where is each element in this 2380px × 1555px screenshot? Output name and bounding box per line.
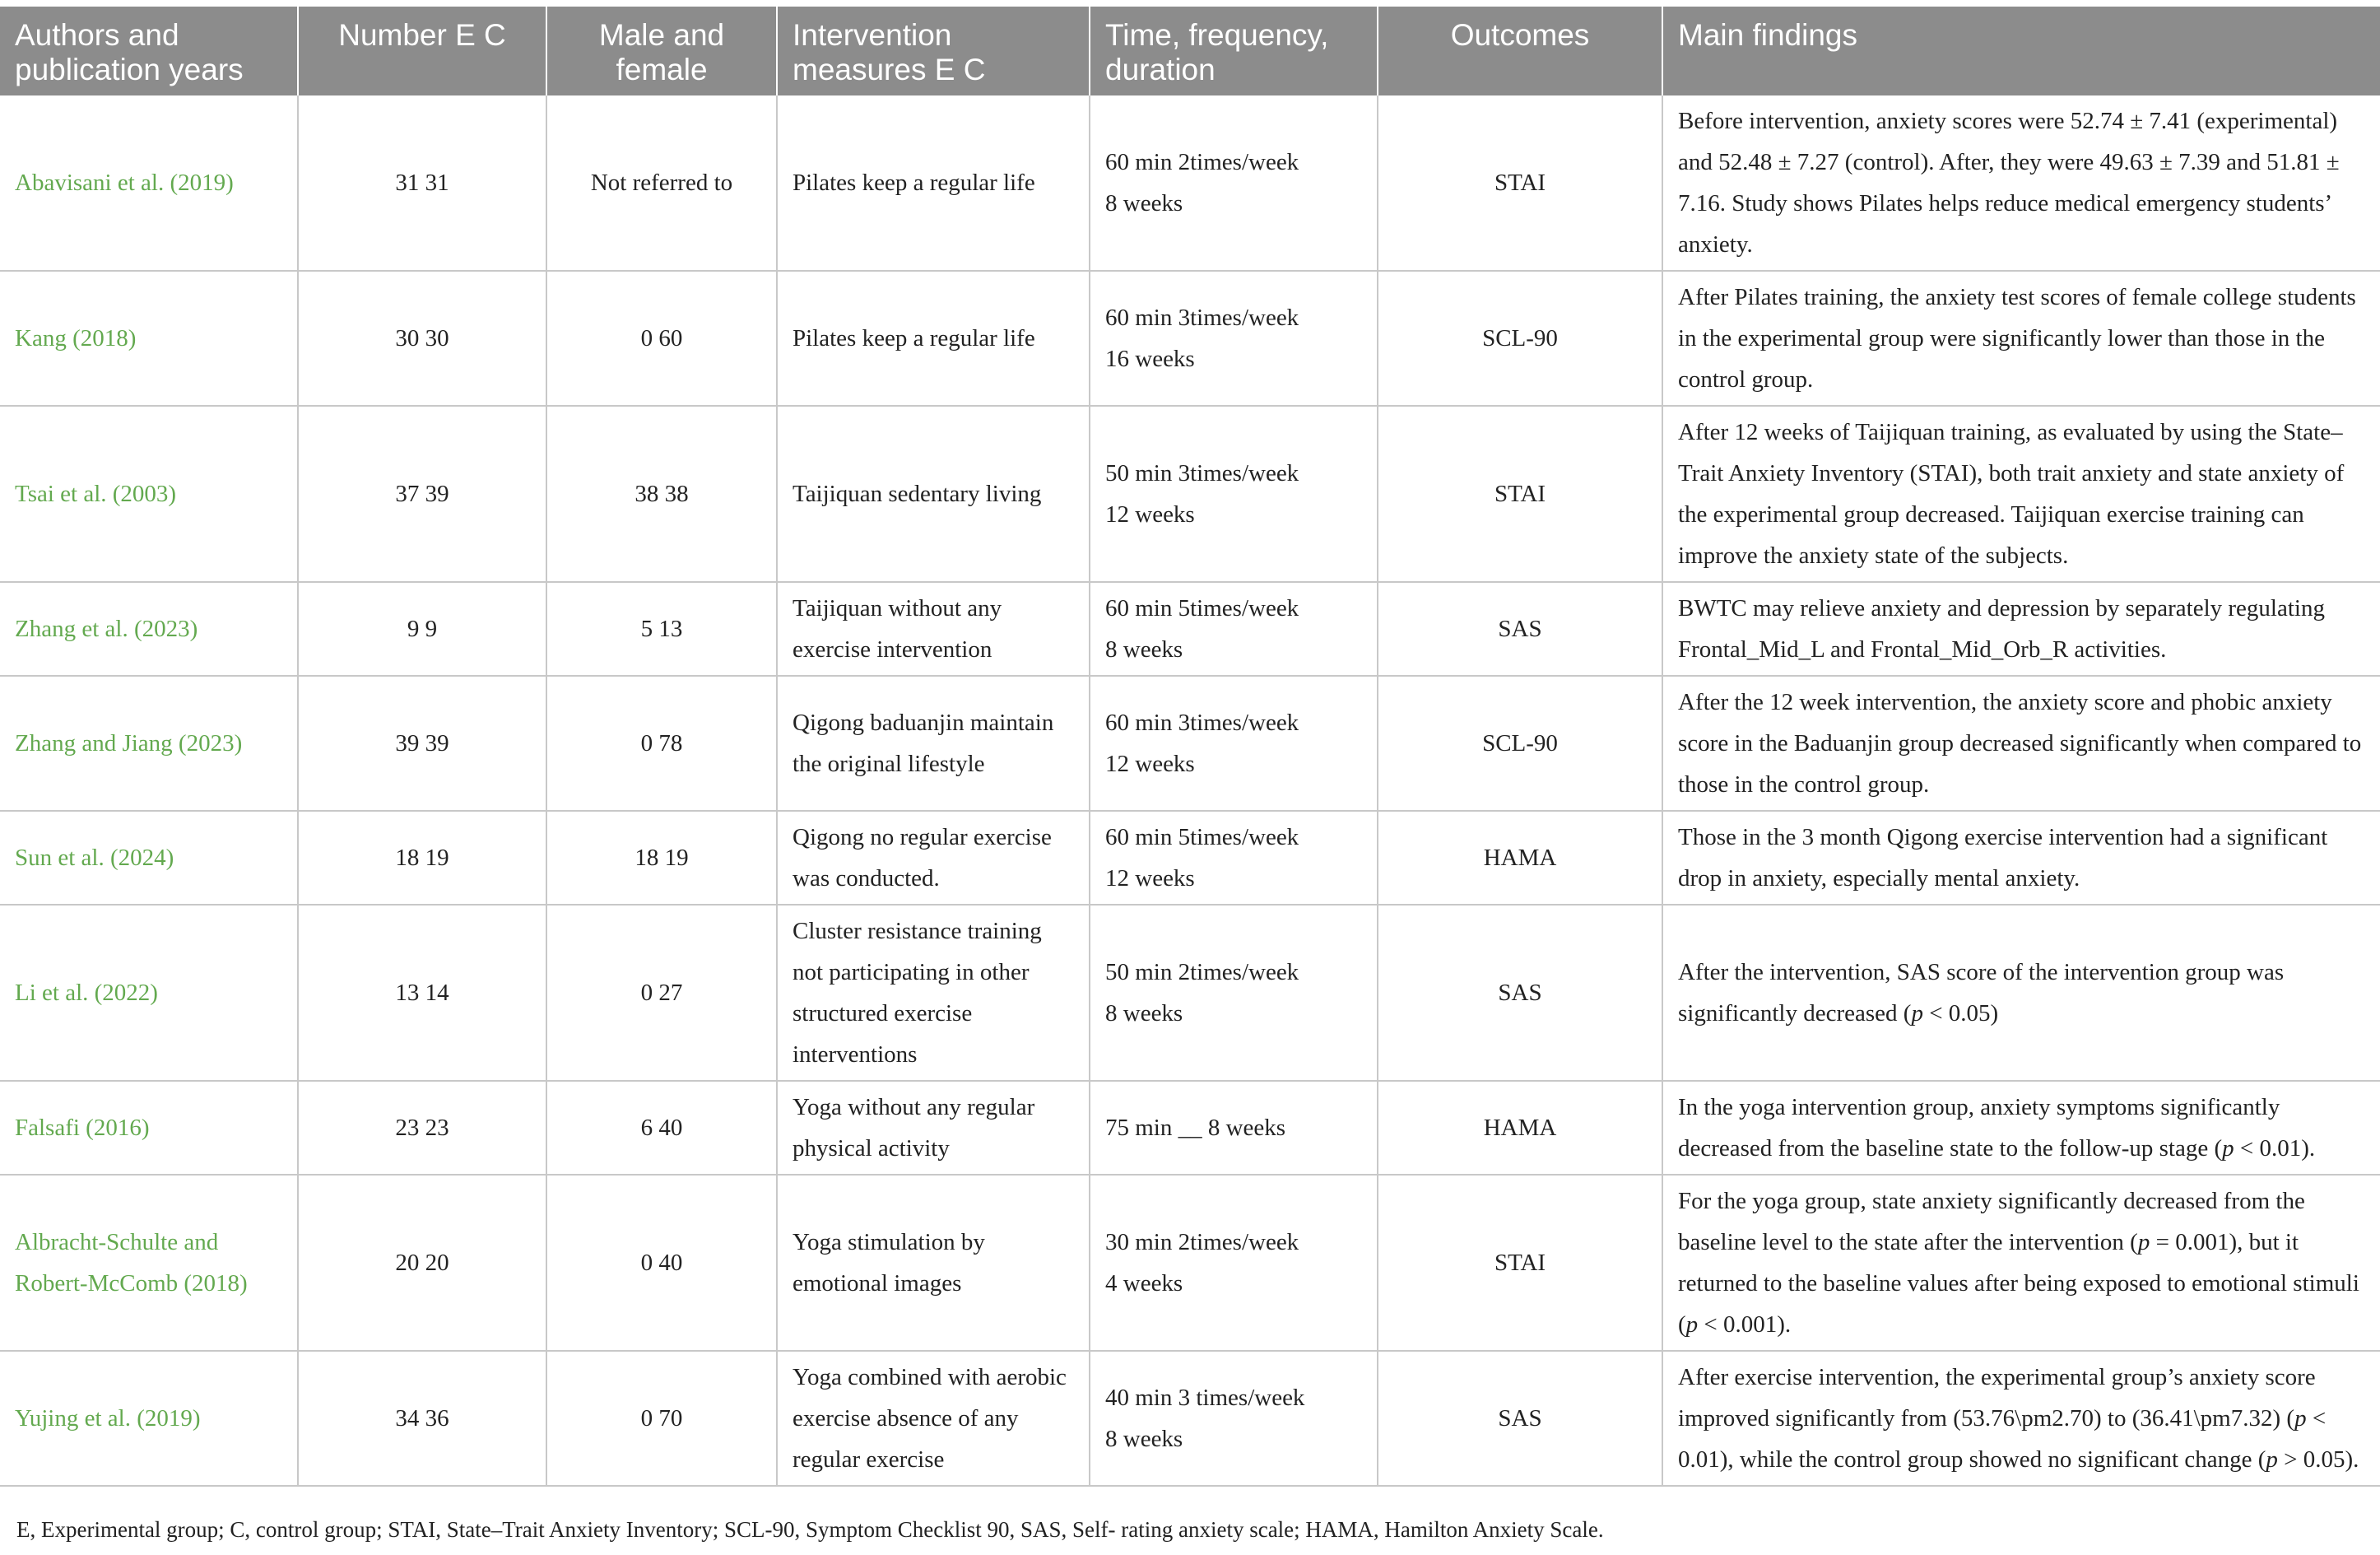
number-cell: 18 19 xyxy=(298,811,546,905)
time-duration: 8 weeks xyxy=(1105,190,1183,216)
author-link[interactable]: Kang (2018) xyxy=(0,271,298,406)
outcome-cell: SAS xyxy=(1378,582,1662,676)
number-cell: 20 20 xyxy=(298,1175,546,1351)
outcome-cell: SAS xyxy=(1378,1351,1662,1486)
time-frequency: 60 min 3times/week xyxy=(1105,710,1299,736)
author-link[interactable]: Falsafi (2016) xyxy=(0,1081,298,1175)
intervention-cell: Yoga stimulation by emotional images xyxy=(777,1175,1090,1351)
finding-text: < 0.05) xyxy=(1922,1000,1999,1027)
study-table xyxy=(0,7,2380,1487)
time-frequency: 30 min 2times/week xyxy=(1105,1229,1299,1255)
sex-cell: 0 78 xyxy=(546,676,777,811)
outcome-cell: STAI xyxy=(1378,1175,1662,1351)
sex-cell: 0 70 xyxy=(546,1351,777,1486)
author-link[interactable]: Yujing et al. (2019) xyxy=(0,1351,298,1486)
finding-cell xyxy=(1662,1351,2380,1486)
number-cell: 13 14 xyxy=(298,905,546,1081)
p-symbol: p xyxy=(1911,1000,1923,1027)
sex-cell: 6 40 xyxy=(546,1081,777,1175)
time-cell xyxy=(1090,676,1378,811)
outcome-cell: HAMA xyxy=(1378,1081,1662,1175)
sex-cell: 38 38 xyxy=(546,406,777,582)
outcome-cell: HAMA xyxy=(1378,811,1662,905)
number-cell: 34 36 xyxy=(298,1351,546,1486)
time-duration: 12 weeks xyxy=(1105,501,1195,528)
table-row xyxy=(0,1351,2380,1486)
intervention-cell: Pilates keep a regular life xyxy=(777,95,1090,271)
intervention-cell: Taijiquan sedentary living xyxy=(777,406,1090,582)
time-cell xyxy=(1090,811,1378,905)
table-row xyxy=(0,905,2380,1081)
finding-text: < 0.01), while the control group showed no significant change ( xyxy=(1678,1405,2327,1473)
table-row xyxy=(0,95,2380,271)
author-link[interactable]: Abavisani et al. (2019) xyxy=(0,95,298,271)
author-link[interactable]: Zhang et al. (2023) xyxy=(0,582,298,676)
finding-text: After the intervention, SAS score of the intervention group was significantly decreased ( xyxy=(1678,959,2285,1027)
header-number: Number E C xyxy=(298,7,546,95)
time-cell xyxy=(1090,582,1378,676)
table-row xyxy=(0,811,2380,905)
time-cell: 75 min __ 8 weeks xyxy=(1090,1081,1378,1175)
number-cell: 23 23 xyxy=(298,1081,546,1175)
number-cell: 37 39 xyxy=(298,406,546,582)
finding-cell: BWTC may relieve anxiety and depression by separately regulating Frontal_Mid_L and Frontal_Mid_Orb_R activities. xyxy=(1662,582,2380,676)
author-link[interactable]: Sun et al. (2024) xyxy=(0,811,298,905)
author-link[interactable]: Zhang and Jiang (2023) xyxy=(0,676,298,811)
intervention-cell: Qigong no regular exercise was conducted. xyxy=(777,811,1090,905)
table-row xyxy=(0,406,2380,582)
time-cell xyxy=(1090,1175,1378,1351)
intervention-cell: Qigong baduanjin maintain the original lifestyle xyxy=(777,676,1090,811)
table-row xyxy=(0,582,2380,676)
header-authors: Authors and publication years xyxy=(0,7,298,95)
time-cell xyxy=(1090,905,1378,1081)
time-duration: 8 weeks xyxy=(1105,1426,1183,1452)
sex-cell: 0 40 xyxy=(546,1175,777,1351)
p-symbol: p xyxy=(2137,1229,2150,1255)
header-intervention: Intervention measures E C xyxy=(777,7,1090,95)
time-cell xyxy=(1090,1351,1378,1486)
time-cell xyxy=(1090,271,1378,406)
time-frequency: 50 min 2times/week xyxy=(1105,959,1299,985)
outcome-cell: STAI xyxy=(1378,95,1662,271)
p-symbol: p xyxy=(2266,1446,2278,1473)
number-cell: 30 30 xyxy=(298,271,546,406)
finding-text: > 0.05). xyxy=(2277,1446,2359,1473)
finding-text: < 0.001). xyxy=(1698,1311,1792,1338)
table-row xyxy=(0,1081,2380,1175)
time-cell xyxy=(1090,406,1378,582)
time-frequency: 50 min 3times/week xyxy=(1105,460,1299,487)
intervention-cell: Yoga without any regular physical activity xyxy=(777,1081,1090,1175)
finding-cell xyxy=(1662,1175,2380,1351)
finding-cell: Those in the 3 month Qigong exercise intervention had a significant drop in anxiety, especially mental anxiety. xyxy=(1662,811,2380,905)
header-time: Time, frequency, duration xyxy=(1090,7,1378,95)
finding-cell: After 12 weeks of Taijiquan training, as evaluated by using the State–Trait Anxiety Inventory (STAI), both trait anxiety and state anxiety of the experimental group decreased. Taijiquan exercise training can improve the anxiety state of the subjects. xyxy=(1662,406,2380,582)
intervention-cell: Yoga combined with aerobic exercise absence of any regular exercise xyxy=(777,1351,1090,1486)
number-cell: 9 9 xyxy=(298,582,546,676)
header-sex: Male and female xyxy=(546,7,777,95)
time-frequency: 60 min 2times/week xyxy=(1105,149,1299,175)
p-symbol: p xyxy=(2222,1135,2234,1162)
sex-cell: 0 60 xyxy=(546,271,777,406)
time-duration: 16 weeks xyxy=(1105,346,1195,372)
sex-cell: 18 19 xyxy=(546,811,777,905)
outcome-cell: SCL-90 xyxy=(1378,271,1662,406)
time-frequency: 60 min 5times/week xyxy=(1105,595,1299,622)
time-duration: 8 weeks xyxy=(1105,636,1183,663)
table-row xyxy=(0,1175,2380,1351)
p-symbol: p xyxy=(1685,1311,1699,1338)
time-duration: 8 weeks xyxy=(1105,1000,1183,1027)
time-frequency: 40 min 3 times/week xyxy=(1105,1385,1305,1411)
sex-cell: 5 13 xyxy=(546,582,777,676)
header-outcomes: Outcomes xyxy=(1378,7,1662,95)
number-cell: 31 31 xyxy=(298,95,546,271)
header-row xyxy=(0,7,2380,95)
outcome-cell: SCL-90 xyxy=(1378,676,1662,811)
finding-cell: After Pilates training, the anxiety test scores of female college students in the experimental group were significantly lower than those in the control group. xyxy=(1662,271,2380,406)
author-link[interactable]: Li et al. (2022) xyxy=(0,905,298,1081)
number-cell: 39 39 xyxy=(298,676,546,811)
author-link[interactable]: Tsai et al. (2003) xyxy=(0,406,298,582)
finding-cell: After the 12 week intervention, the anxiety score and phobic anxiety score in the Baduanjin group decreased significantly when compared to those in the control group. xyxy=(1662,676,2380,811)
intervention-cell: Cluster resistance training not participating in other structured exercise interventions xyxy=(777,905,1090,1081)
table-row xyxy=(0,676,2380,811)
time-duration: 12 weeks xyxy=(1105,865,1195,892)
time-frequency: 60 min 3times/week xyxy=(1105,305,1299,331)
finding-cell: Before intervention, anxiety scores were 52.74 ± 7.41 (experimental) and 52.48 ± 7.27 (control). After, they were 49.63 ± 7.39 and 51.81 ± 7.16. Study shows Pilates helps reduce medical emergency students’ anxiety. xyxy=(1662,95,2380,271)
finding-cell xyxy=(1662,905,2380,1081)
author-link[interactable]: Albracht-Schulte and Robert-McComb (2018) xyxy=(0,1175,298,1351)
intervention-cell: Pilates keep a regular life xyxy=(777,271,1090,406)
finding-cell xyxy=(1662,1081,2380,1175)
table-footnote: E, Experimental group; C, control group; STAI, State–Trait Anxiety Inventory; SCL-90, Symptom Checklist 90, SAS, Self- rating anxiety scale; HAMA, Hamilton Anxiety Scale. xyxy=(16,1517,1604,1542)
time-duration: 4 weeks xyxy=(1105,1270,1183,1297)
sex-cell: 0 27 xyxy=(546,905,777,1081)
finding-text: < 0.01). xyxy=(2234,1135,2316,1162)
intervention-cell: Taijiquan without any exercise intervention xyxy=(777,582,1090,676)
time-duration: 12 weeks xyxy=(1105,751,1195,777)
header-findings: Main findings xyxy=(1662,7,2380,95)
finding-text: For the yoga group, state anxiety significantly decreased from the baseline level to the state after the intervention ( xyxy=(1678,1188,2305,1255)
time-cell xyxy=(1090,95,1378,271)
outcome-cell: STAI xyxy=(1378,406,1662,582)
table-row xyxy=(0,271,2380,406)
finding-text: After exercise intervention, the experimental group’s anxiety score improved significantly from (53.76\pm2.70) to (36.41\pm7.32) ( xyxy=(1678,1364,2316,1432)
finding-text: In the yoga intervention group, anxiety symptoms significantly decreased from the baseline state to the follow-up stage ( xyxy=(1678,1094,2280,1162)
outcome-cell: SAS xyxy=(1378,905,1662,1081)
finding-text: = 0.001), but it returned to the baseline values after being exposed to emotional stimuli ( xyxy=(1678,1229,2359,1338)
sex-cell: Not referred to xyxy=(546,95,777,271)
p-symbol: p xyxy=(2294,1405,2307,1432)
time-frequency: 60 min 5times/week xyxy=(1105,824,1299,850)
